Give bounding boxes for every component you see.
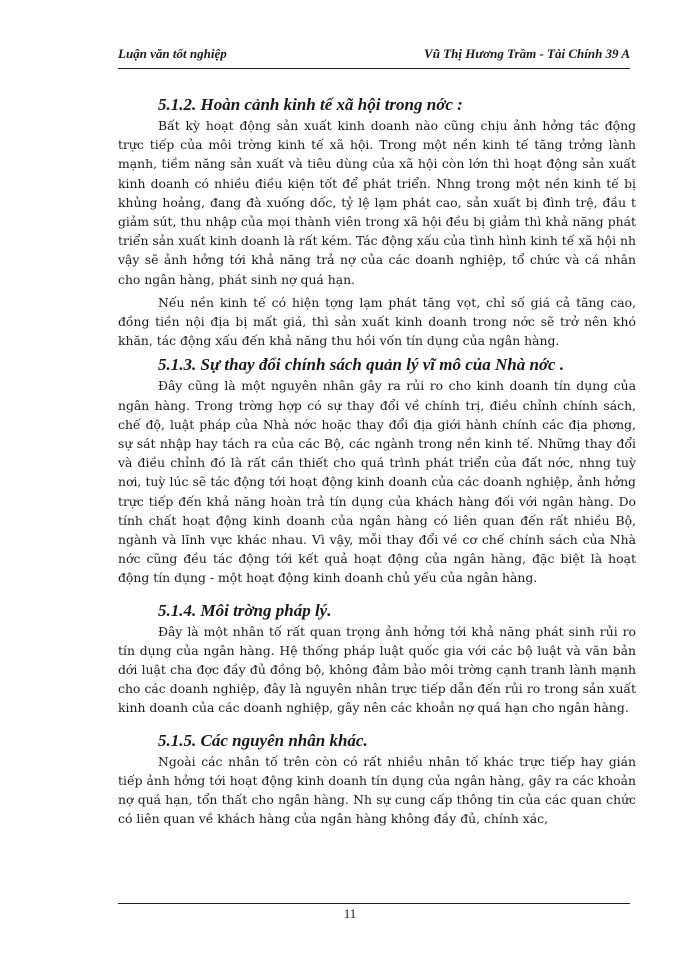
page-number: 11 <box>343 906 357 921</box>
section-heading-5-1-4: 5.1.4. Môi trờng pháp lý. <box>158 600 332 620</box>
section-heading-5-1-5: 5.1.5. Các nguyên nhân khác. <box>158 730 368 750</box>
paragraph: Nếu nền kinh tế có hiện tợng lạm phát tăng vọt, chỉ số giá cả tăng cao, đồng tiền nội địa bị mất giá, thì sản xuất kinh doanh trong nớc sẽ trở nên khó khăn, tác động xấu đến khả năng thu hồi vốn tín dụng của ngân hàng. <box>118 294 636 349</box>
section-heading-5-1-3: 5.1.3. Sự thay đổi chính sách quản lý vĩ mô của Nhà nớc . <box>158 355 565 375</box>
footer-rule <box>118 903 630 904</box>
header-author-class: Vũ Thị Hương Trầm - Tài Chính 39 A <box>424 46 630 61</box>
paragraph: Đây cũng là một nguyên nhân gây ra rủi ro cho kinh doanh tín dụng của ngân hàng. Trong trờng hợp có sự thay đổi về chính trị, điều chỉnh chính sách, chế độ, luật pháp của Nhà nớc hoặc thay đổi địa giới hành chính các địa phơng, sự sát nhập hay tách ra của các Bộ, các ngành trong nền kinh tế. Những thay đổi và điều chỉnh đó là rất cần thiết cho quá trình phát triển của đất nớc, nhng tuỳ nơi, tuỳ lúc sẽ tác động tới hoạt động kinh doanh của các doanh nghiệp, ảnh hởng trực tiếp đến khả năng hoàn trả tín dụng của khách hàng đối với ngân hàng. Do tính chất hoạt động kinh doanh của ngân hàng có liên quan đến rất nhiều Bộ, ngành và lĩnh vực khác nhau. Vì vậy, mỗi thay đổi về cơ chế chính sách của Nhà nớc cũng đều tác động tới kết quả hoạt động của ngân hàng, đặc biệt là hoạt động tín dụng - một hoạt động kinh doanh chủ yếu của ngân hàng. <box>118 378 636 586</box>
header-thesis-title: Luận văn tốt nghiệp <box>118 46 227 61</box>
paragraph: Đây là một nhân tố rất quan trọng ảnh hởng tới khả năng phát sinh rủi ro tín dụng của ngân hàng. Hệ thống pháp luật quốc gia với các bộ luật và văn bản dới luật cha đợc đầy đủ đồng bộ, không đảm bảo môi trờng cạnh tranh lành mạnh cho các doanh nghiệp, đây là nguyên nhân trực tiếp dẫn đến rủi ro trong sản xuất kinh doanh của các doanh nghiệp, gây nên các khoản nợ quá hạn cho ngân hàng. <box>118 623 636 716</box>
paragraph: Ngoài các nhân tố trên còn có rất nhiều nhân tố khác trực tiếp hay gián tiếp ảnh hởng tới hoạt động kinh doanh tín dụng của ngân hàng, gây ra các khoản nợ quá hạn, tổn thất cho ngân hàng. Nh sự cung cấp thông tin của các quan chức có liên quan về khách hàng của ngân hàng không đầy đủ, chính xác, <box>118 753 636 827</box>
running-header <box>118 44 630 68</box>
header-rule <box>118 68 630 69</box>
section-heading-5-1-2: 5.1.2. Hoàn cảnh kinh tế xã hội trong nớc : <box>158 95 463 114</box>
document-body <box>118 94 636 829</box>
paragraph: Bất kỳ hoạt động sản xuất kinh doanh nào cũng chịu ảnh hởng tác động trực tiếp của môi trờng kinh tế xã hội. Trong một nền kinh tế tăng trởng lành mạnh, tiềm năng sản xuất và tiêu dùng của xã hội còn lớn thì hoạt động sản xuất kinh doanh có nhiều điều kiện tốt để phát triển. Nhng trong một nền kinh tế bị khủng hoảng, đang đà xuống dốc, tỷ lệ lạm phát cao, sản xuất bị đình trệ, đầu t giảm sút, thu nhập của mọi thành viên trong xã hội đều bị giảm thì khả năng phát triển sản xuất kinh doanh là rất kém. Tác động xấu của tình hình kinh tế xã hội nh vậy sẽ ảnh hởng tới khả năng trả nợ của các doanh nghiệp, tổ chức và cá nhân cho ngân hàng, phát sinh nợ quá hạn. <box>118 118 636 287</box>
